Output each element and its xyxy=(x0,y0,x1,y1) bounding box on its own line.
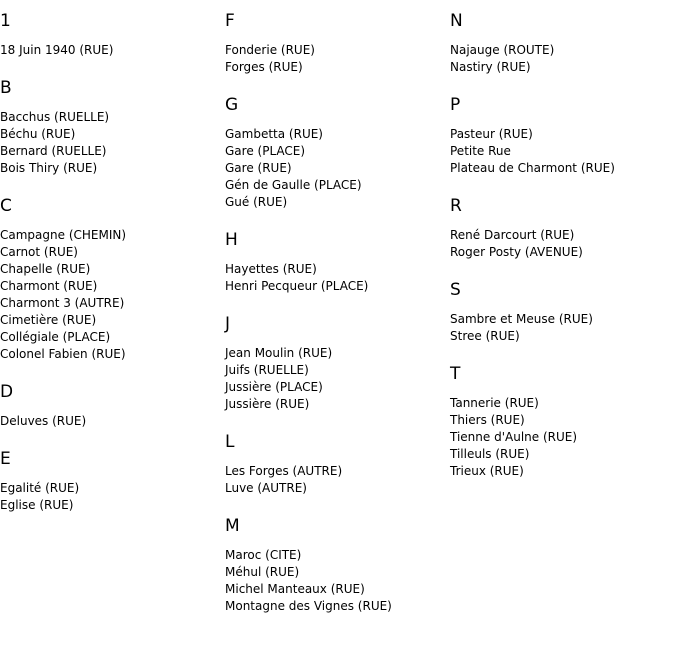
street-link[interactable]: Bernard (RUELLE) xyxy=(0,144,107,158)
street-link[interactable]: Egalité (RUE) xyxy=(0,481,80,495)
street-link[interactable]: Jussière (PLACE) xyxy=(225,380,323,394)
street-link[interactable]: Roger Posty (AVENUE) xyxy=(450,245,583,259)
letter-heading: F xyxy=(225,11,235,31)
street-link[interactable]: Petite Rue xyxy=(450,144,511,158)
street-link[interactable]: Collégiale (PLACE) xyxy=(0,330,111,344)
letter-group xyxy=(0,185,225,363)
street-link[interactable]: Najauge (ROUTE) xyxy=(450,43,555,57)
street-link[interactable]: Deluves (RUE) xyxy=(0,414,87,428)
street-link[interactable]: Jean Moulin (RUE) xyxy=(225,346,333,360)
index-column-3 xyxy=(450,0,675,488)
street-link[interactable]: Méhul (RUE) xyxy=(225,565,300,579)
street-link[interactable]: Sambre et Meuse (RUE) xyxy=(450,312,593,326)
letter-heading: J xyxy=(225,314,231,334)
letter-group xyxy=(450,0,675,76)
street-link[interactable]: Chapelle (RUE) xyxy=(0,262,91,276)
street-link[interactable]: Gare (RUE) xyxy=(225,161,292,175)
letter-heading: C xyxy=(0,196,12,216)
letter-heading: M xyxy=(225,516,240,536)
letter-heading: L xyxy=(225,432,235,452)
street-link[interactable]: Bois Thiry (RUE) xyxy=(0,161,98,175)
letter-group xyxy=(450,353,675,480)
letter-group xyxy=(0,438,225,514)
street-link[interactable]: Pasteur (RUE) xyxy=(450,127,533,141)
index-column-2 xyxy=(225,0,450,623)
street-link[interactable]: Nastiry (RUE) xyxy=(450,60,531,74)
letter-group xyxy=(450,185,675,261)
street-link[interactable]: Trieux (RUE) xyxy=(450,464,524,478)
street-link[interactable]: Gare (PLACE) xyxy=(225,144,306,158)
letter-heading: T xyxy=(450,364,461,384)
letter-heading: P xyxy=(450,95,461,115)
letter-heading: R xyxy=(450,196,462,216)
street-link[interactable]: Carnot (RUE) xyxy=(0,245,78,259)
street-link[interactable]: Henri Pecqueur (PLACE) xyxy=(225,279,369,293)
street-link[interactable]: Plateau de Charmont (RUE) xyxy=(450,161,615,175)
letter-heading: D xyxy=(0,382,14,402)
street-link[interactable]: Michel Manteaux (RUE) xyxy=(225,582,365,596)
letter-heading: G xyxy=(225,95,239,115)
street-link[interactable]: Hayettes (RUE) xyxy=(225,262,317,276)
street-link[interactable]: Forges (RUE) xyxy=(225,60,303,74)
letter-group xyxy=(0,0,225,59)
street-link[interactable]: Gué (RUE) xyxy=(225,195,288,209)
street-link[interactable]: Colonel Fabien (RUE) xyxy=(0,347,126,361)
street-link[interactable]: René Darcourt (RUE) xyxy=(450,228,575,242)
street-link[interactable]: Tilleuls (RUE) xyxy=(450,447,530,461)
street-link[interactable]: Gén de Gaulle (PLACE) xyxy=(225,178,362,192)
letter-group xyxy=(0,371,225,430)
letter-group xyxy=(225,219,450,295)
street-link[interactable]: Maroc (CITE) xyxy=(225,548,302,562)
street-link[interactable]: Tienne d'Aulne (RUE) xyxy=(450,430,578,444)
street-link[interactable]: 18 Juin 1940 (RUE) xyxy=(0,43,114,57)
letter-heading: S xyxy=(450,280,461,300)
street-link[interactable]: Béchu (RUE) xyxy=(0,127,76,141)
letter-group xyxy=(450,84,675,177)
letter-heading: N xyxy=(450,11,463,31)
street-link[interactable]: Montagne des Vignes (RUE) xyxy=(225,599,392,613)
index-column-1 xyxy=(0,0,225,522)
street-link[interactable]: Stree (RUE) xyxy=(450,329,520,343)
street-link[interactable]: Eglise (RUE) xyxy=(0,498,74,512)
street-link[interactable]: Cimetière (RUE) xyxy=(0,313,97,327)
street-link[interactable]: Campagne (CHEMIN) xyxy=(0,228,127,242)
street-link[interactable]: Bacchus (RUELLE) xyxy=(0,110,110,124)
letter-heading: H xyxy=(225,230,238,250)
street-link[interactable]: Jussière (RUE) xyxy=(225,397,310,411)
street-link[interactable]: Thiers (RUE) xyxy=(450,413,525,427)
letter-group xyxy=(0,67,225,177)
street-link[interactable]: Luve (AUTRE) xyxy=(225,481,307,495)
street-link[interactable]: Gambetta (RUE) xyxy=(225,127,323,141)
letter-heading: B xyxy=(0,78,12,98)
letter-group xyxy=(225,303,450,413)
street-link[interactable]: Fonderie (RUE) xyxy=(225,43,315,57)
letter-group xyxy=(225,0,450,76)
letter-group xyxy=(450,269,675,345)
street-link[interactable]: Charmont 3 (AUTRE) xyxy=(0,296,125,310)
street-link[interactable]: Charmont (RUE) xyxy=(0,279,98,293)
letter-group xyxy=(225,84,450,211)
street-link[interactable]: Tannerie (RUE) xyxy=(450,396,539,410)
letter-heading: 1 xyxy=(0,11,11,31)
letter-group xyxy=(225,505,450,615)
street-link[interactable]: Juifs (RUELLE) xyxy=(225,363,309,377)
letter-heading: E xyxy=(0,449,11,469)
letter-group xyxy=(225,421,450,497)
street-link[interactable]: Les Forges (AUTRE) xyxy=(225,464,343,478)
